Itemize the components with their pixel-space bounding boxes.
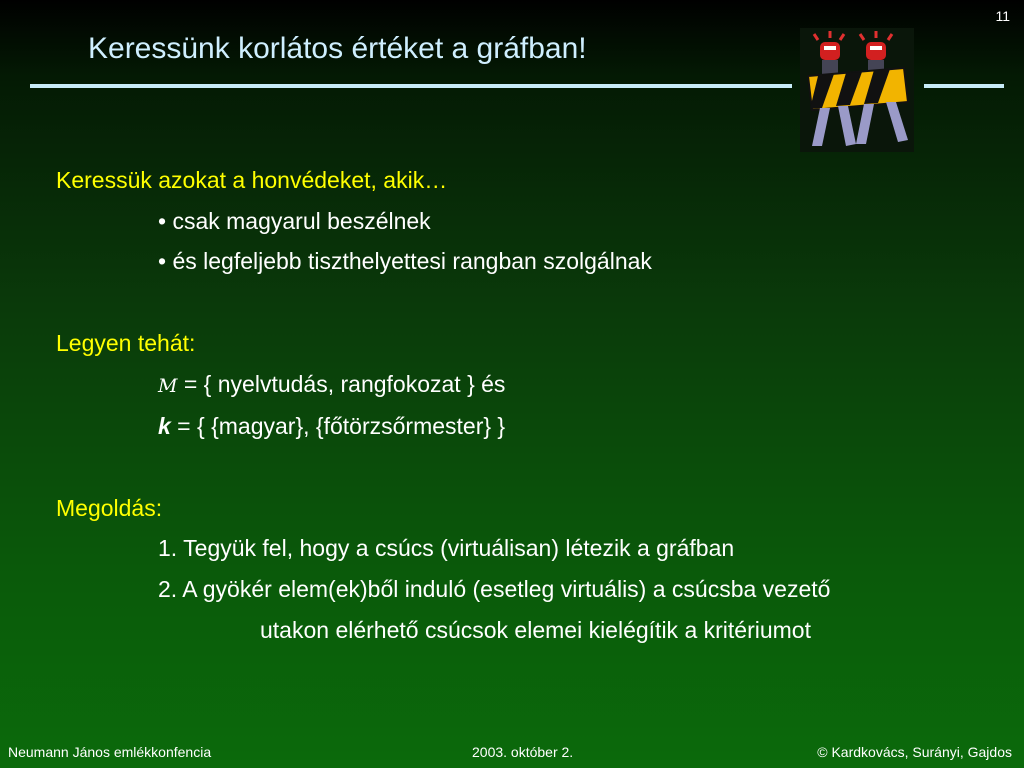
solution-heading: Megoldás: xyxy=(56,494,163,521)
spacer xyxy=(56,447,1004,488)
definitions-heading: Legyen tehát: xyxy=(56,329,196,356)
footer-conference: Neumann János emlékkonfencia xyxy=(8,744,212,760)
footer-authors: © Kardkovács, Surányi, Gajdos xyxy=(817,744,1012,760)
slide-title: Keressünk korlátos értéket a gráfban! xyxy=(88,32,587,65)
page-number: 11 xyxy=(995,8,1010,24)
bullet-item: • csak magyarul beszélnek xyxy=(158,207,431,234)
k-definition: = { {magyar}, {főtörzsőrmester} } xyxy=(170,413,506,440)
bullet-item: • és legfeljebb tiszthelyettesi rangban szolgálnak xyxy=(158,248,652,275)
k-symbol: k xyxy=(158,413,171,440)
intro-heading: Keressük azokat a honvédeket, akik… xyxy=(56,167,448,193)
m-definition: = { nyelvtudás, rangfokozat } és xyxy=(177,370,506,397)
solution-step-2-continued: utakon elérhető csúcsok elemei kielégítik a kritériumot xyxy=(260,616,811,643)
definition-k xyxy=(56,406,1004,447)
title-rule-right xyxy=(924,84,1004,88)
m-symbol: M xyxy=(158,374,178,397)
title-rule-left xyxy=(30,84,792,88)
solution-step-2: 2. A gyökér elem(ek)ből induló (esetleg virtuális) a csúcsba vezető xyxy=(158,576,831,602)
roadblock-icon xyxy=(800,28,914,152)
solution-step-1: 1. Tegyük fel, hogy a csúcs (virtuálisan) létezik a gráfban xyxy=(158,535,735,562)
spacer xyxy=(56,282,1004,323)
footer-date: 2003. október 2. xyxy=(472,744,574,760)
definition-m xyxy=(56,364,1004,407)
slide-body xyxy=(56,160,1004,650)
